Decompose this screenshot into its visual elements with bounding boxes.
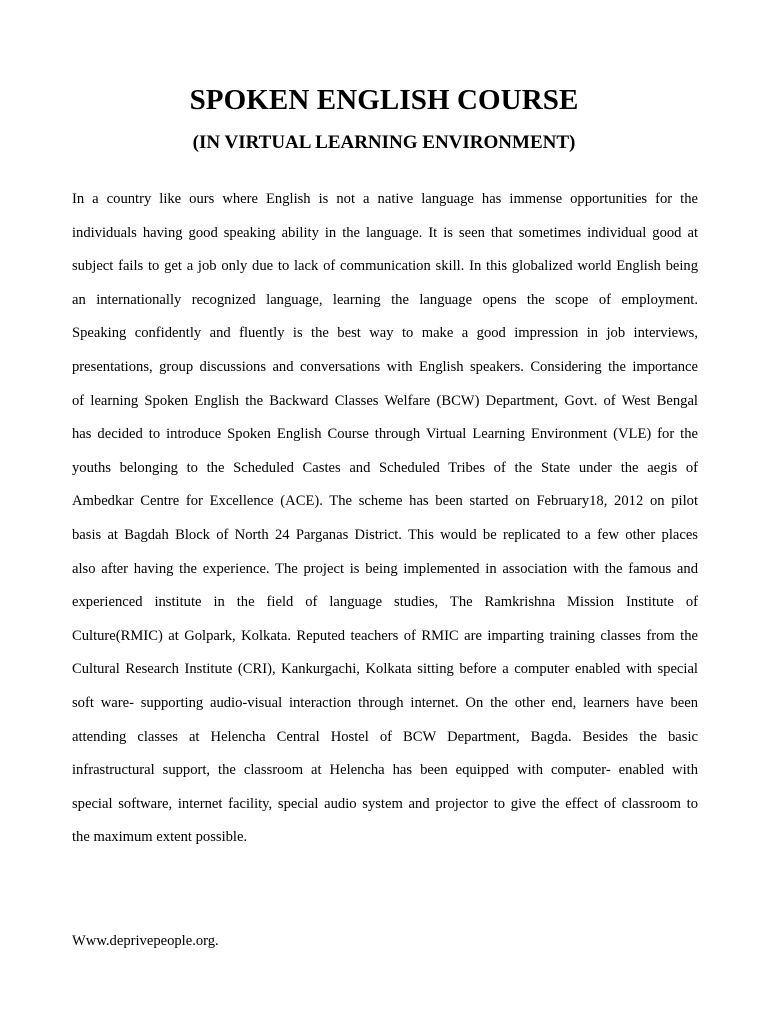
paragraph-line: Ambedkar Centre for Excellence (ACE). The scheme has been started on February18, 2012 on pilot: [72, 493, 698, 510]
paragraph-line: subject fails to get a job only due to lack of communication skill. In this globalized world English being: [72, 258, 698, 275]
paragraph-line: an internationally recognized language, learning the language opens the scope of employment.: [72, 291, 698, 308]
paragraph-line: also after having the experience. The project is being implemented in association with the famous and: [72, 560, 698, 577]
paragraph-line: special software, internet facility, special audio system and projector to give the effect of classroom to: [72, 795, 698, 812]
page-subtitle: (IN VIRTUAL LEARNING ENVIRONMENT): [192, 132, 576, 153]
paragraph-line: of learning Spoken English the Backward Classes Welfare (BCW) Department, Govt. of West Bengal: [72, 392, 698, 409]
paragraph-line: Culture(RMIC) at Golpark, Kolkata. Reputed teachers of RMIC are imparting training classes from the: [72, 627, 698, 644]
paragraph-line: youths belonging to the Scheduled Castes and Scheduled Tribes of the State under the aegis of: [72, 459, 698, 476]
page-title: SPOKEN ENGLISH COURSE: [189, 84, 579, 116]
footer-website: Www.deprivepeople.org.: [72, 933, 219, 949]
paragraph-line: basis at Bagdah Block of North 24 Parganas District. This would be replicated to a few other places: [72, 526, 698, 543]
paragraph-line: In a country like ours where English is not a native language has immense opportunities for the: [72, 191, 698, 207]
paragraph-line: individuals having good speaking ability in the language. It is seen that sometimes individual good at: [72, 224, 698, 241]
paragraph-line: Cultural Research Institute (CRI), Kankurgachi, Kolkata sitting before a computer enabled with special: [72, 661, 698, 678]
paragraph-line: Speaking confidently and fluently is the best way to make a good impression in job interviews,: [72, 325, 698, 342]
paragraph-line: attending classes at Helencha Central Hostel of BCW Department, Bagda. Besides the basic: [72, 728, 698, 745]
paragraph-line: presentations, group discussions and conversations with English speakers. Considering the importance: [72, 358, 698, 375]
paragraph-line: infrastructural support, the classroom at Helencha has been equipped with computer- enabled with: [72, 762, 698, 779]
paragraph-line: soft ware- supporting audio-visual interaction through internet. On the other end, learners have been: [72, 694, 698, 711]
paragraph-line: experienced institute in the field of language studies, The Ramkrishna Mission Institute of: [72, 594, 698, 611]
body-paragraph: [72, 186, 698, 858]
paragraph-line: the maximum extent possible.: [72, 829, 248, 846]
paragraph-line: has decided to introduce Spoken English Course through Virtual Learning Environment (VLE) for the: [72, 426, 698, 443]
